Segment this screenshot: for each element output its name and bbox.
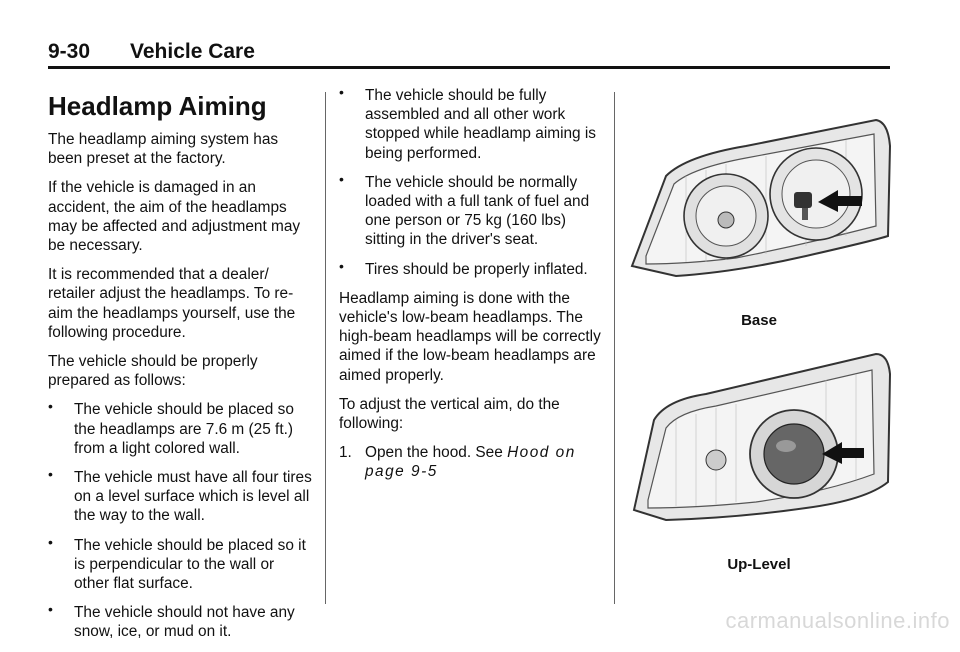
bullet-item: • The vehicle should be placed so it is perpendicular to the wall or other flat surface. bbox=[48, 536, 313, 594]
paragraph: To adjust the vertical aim, do the following: bbox=[339, 395, 560, 433]
procedure-steps bbox=[339, 443, 609, 481]
paragraph: If the vehicle is damaged in an accident, the aim of the headlamps may be affected and adjustment may be necessary. bbox=[48, 179, 301, 255]
column-middle bbox=[339, 86, 609, 482]
section-title: Vehicle Care bbox=[130, 40, 255, 63]
step-item bbox=[339, 443, 609, 481]
bullet-item: • The vehicle must have all four tires on a level surface which is level all the way to the wall. bbox=[48, 468, 313, 526]
bullet-item: • The vehicle should be normally loaded with a full tank of fuel and one person or 75 kg (160 lbs) sitting in the driver's seat. bbox=[339, 173, 609, 250]
paragraph: It is recommended that a dealer/ retailer adjust the headlamps. To re-aim the headlamps yourself, use the following procedure. bbox=[48, 266, 296, 341]
paragraph: The headlamp aiming system has been preset at the factory. bbox=[48, 131, 279, 168]
paragraph: The vehicle should be properly prepared as follows: bbox=[48, 353, 258, 390]
bullet-item: • Tires should be properly inflated. bbox=[339, 260, 609, 279]
cross-reference-link[interactable]: Hood on page 9-5 bbox=[365, 444, 576, 481]
step-number: 1. bbox=[339, 444, 352, 462]
paragraph: Headlamp aiming is done with the vehicle's low-beam headlamps. The high-beam headlamps will be correctly aimed if the low-beam headlamps are aimed properly. bbox=[339, 289, 601, 384]
column-left bbox=[48, 90, 313, 652]
prep-bullet-list-continued bbox=[339, 86, 609, 279]
page-number: 9-30 bbox=[48, 40, 91, 63]
bullet-item: • The vehicle should be placed so the headlamps are 7.6 m (25 ft.) from a light colored wall. bbox=[48, 400, 313, 458]
figure-caption: Up-Level bbox=[727, 556, 791, 573]
headlamp-uplevel-illustration bbox=[626, 350, 892, 540]
headlamp-base-illustration bbox=[626, 116, 892, 292]
bullet-item: • The vehicle should not have any snow, ice, or mud on it. bbox=[48, 603, 313, 641]
step-text: Open the hood. See bbox=[365, 444, 508, 462]
column-divider bbox=[325, 92, 326, 604]
page-heading: Headlamp Aiming bbox=[48, 91, 267, 121]
page-header bbox=[48, 38, 890, 68]
figure-caption: Base bbox=[741, 312, 777, 329]
bullet-item: • The vehicle should be fully assembled and all other work stopped while headlamp aiming is being performed. bbox=[339, 86, 609, 163]
prep-bullet-list bbox=[48, 400, 313, 641]
header-rule bbox=[48, 66, 890, 69]
column-divider bbox=[614, 92, 615, 604]
watermark: carmanualsonline.info bbox=[725, 608, 950, 633]
